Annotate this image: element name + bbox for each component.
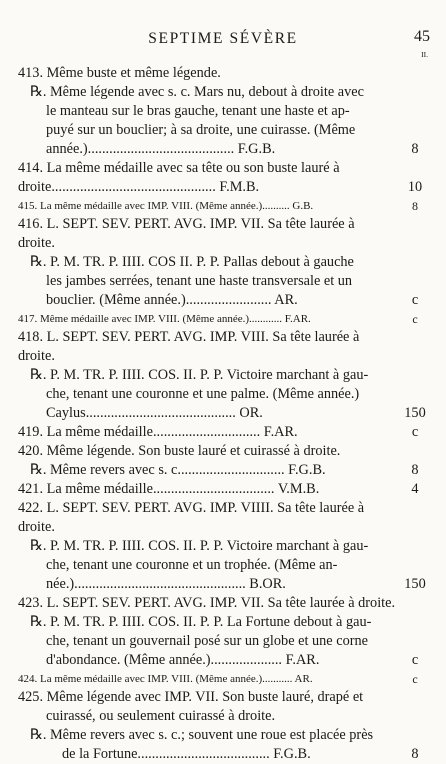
entry-text: 420. Même légende. Son buste lauré et cuirassé à droite. — [18, 443, 341, 459]
signature-mark: II. — [421, 50, 428, 59]
entry-text: le manteau sur le bras gauche, tenant une haste et ap- — [46, 103, 350, 119]
entry-text: 419. La même médaille.............................. F.AR. — [18, 424, 298, 440]
entry-line — [18, 745, 428, 764]
entry-text: les jambes serrées, tenant une haste transversale et un — [46, 273, 353, 289]
entry-text: de la Fortune..................................... F.G.B. — [62, 746, 311, 762]
entry-text: bouclier. (Même année.)........................ AR. — [46, 292, 298, 308]
entry-text: 423. L. SEPT. SEV. PERT. AVG. IMP. VII. Sa tête laurée à droite. — [18, 595, 396, 611]
rarity-value: 150 — [404, 405, 426, 421]
entry-text: 417. Même médaille avec IMP. VIII. (Même année.)............ F.AR. — [18, 313, 311, 325]
entry-line — [18, 291, 428, 310]
entry-line — [18, 159, 428, 178]
entry-line — [18, 518, 428, 537]
catalog-entry — [18, 197, 428, 215]
entry-line — [18, 366, 428, 385]
entry-text: 421. La même médaille.................................. V.M.B. — [18, 481, 320, 497]
entry-text: 413. Même buste et même légende. — [18, 65, 221, 81]
entry-text: cuirassé, ou seulement cuirassé à droite. — [46, 708, 276, 724]
catalog-entry — [18, 442, 428, 461]
entry-line — [18, 102, 428, 121]
catalog-entry — [18, 328, 428, 366]
rarity-value: c — [411, 424, 419, 440]
rarity-value: 8 — [412, 199, 418, 213]
entry-line — [18, 670, 428, 688]
rarity-value: c — [411, 292, 419, 308]
entry-line — [18, 215, 428, 234]
catalog-entry — [18, 423, 428, 442]
entry-text: 414. La même médaille avec sa tête ou son buste lauré à — [18, 160, 340, 176]
entry-text: ℞. Même revers avec s. c.; souvent une roue est placée près — [30, 727, 374, 743]
entry-line — [18, 594, 428, 613]
entry-line — [18, 83, 428, 102]
entry-text: d'abondance. (Même année.).................... F.AR. — [46, 652, 320, 668]
entry-line — [18, 651, 428, 670]
entry-line — [18, 707, 428, 726]
page-number: 45 — [414, 28, 430, 45]
catalog-entry — [18, 253, 428, 310]
entry-line — [18, 537, 428, 556]
rarity-value: 8 — [411, 462, 419, 478]
catalog-entry — [18, 366, 428, 423]
entry-line — [18, 178, 428, 197]
entry-text: ℞. P. M. TR. P. IIII. COS. II. P. P. Victoire marchant à gau- — [30, 367, 369, 383]
catalog-entry — [18, 537, 428, 594]
catalog-entry — [18, 594, 428, 613]
entry-text: droite. — [18, 235, 55, 251]
entry-line — [18, 442, 428, 461]
catalog-entry — [18, 688, 428, 726]
rarity-value: 4 — [411, 481, 419, 497]
entry-line — [18, 556, 428, 575]
rarity-value: c — [411, 652, 419, 668]
rarity-value: c — [412, 672, 418, 686]
entry-text: 415. La même médaille avec IMP. VIII. (Même année.).......... G.B. — [18, 200, 314, 212]
entry-text: che, tenant un gouvernail posé sur un globe et une corne — [46, 633, 368, 649]
rarity-value: 10 — [407, 179, 423, 195]
entry-line — [18, 140, 428, 159]
entry-text: ℞. P. M. TR. P. IIII. COS. II. P. P. Victoire marchant à gau- — [30, 538, 369, 554]
entry-text: née.)................................................ B.OR. — [46, 576, 286, 592]
entry-text: che, tenant une couronne et une palme. (Même année.) — [46, 386, 360, 402]
rarity-value: c — [412, 312, 418, 326]
entry-text: 424. La même médaille avec IMP. VIII. (Même année.)........... AR. — [18, 673, 313, 685]
running-title: SEPTIME SÉVÈRE — [148, 30, 298, 47]
entry-line — [18, 423, 428, 442]
page-header — [0, 24, 446, 64]
entry-text: droite.............................................. F.M.B. — [18, 179, 260, 195]
catalog-entry — [18, 461, 428, 480]
entry-line — [18, 726, 428, 745]
entry-text: puyé sur un bouclier; à sa droite, une cuirasse. (Même — [46, 122, 356, 138]
entry-line — [18, 688, 428, 707]
entry-line — [18, 64, 428, 83]
entry-line — [18, 385, 428, 404]
rarity-value: 8 — [411, 141, 419, 157]
entry-line — [18, 272, 428, 291]
entry-line — [18, 613, 428, 632]
entry-text: 422. L. SEPT. SEV. PERT. AVG. IMP. VIIII. Sa tête laurée à — [18, 500, 365, 516]
entry-line — [18, 197, 428, 215]
entry-text: ℞. P. M. TR. P. IIII. COS. II. P. P. La Fortune debout à gau- — [30, 614, 372, 630]
entry-text: droite. — [18, 519, 55, 535]
catalog-entry — [18, 310, 428, 328]
entry-text: 425. Même légende avec IMP. VII. Son buste lauré, drapé et — [18, 689, 364, 705]
entry-line — [18, 461, 428, 480]
catalog-entry — [18, 670, 428, 688]
catalog-entry — [18, 480, 428, 499]
catalog-entry — [18, 613, 428, 670]
rarity-value: 8 — [411, 746, 419, 762]
entry-line — [18, 480, 428, 499]
catalog-entry — [18, 215, 428, 253]
entry-text: ℞. P. M. TR. P. IIII. COS II. P. P. Pallas debout à gauche — [30, 254, 354, 270]
entry-text: 416. L. SEPT. SEV. PERT. AVG. IMP. VII. Sa tête laurée à — [18, 216, 355, 232]
catalog-entry — [18, 726, 428, 764]
entry-line — [18, 310, 428, 328]
entry-line — [18, 121, 428, 140]
entry-text: 418. L. SEPT. SEV. PERT. AVG. IMP. VIII. Sa tête laurée à — [18, 329, 360, 345]
entry-text: droite. — [18, 348, 55, 364]
entry-text: ℞. Même légende avec s. c. Mars nu, debout à droite avec — [30, 84, 364, 100]
entry-line — [18, 499, 428, 518]
catalog-entries — [18, 64, 428, 764]
entry-line — [18, 253, 428, 272]
entry-text: année.)......................................... F.G.B. — [46, 141, 276, 157]
catalog-entry — [18, 159, 428, 197]
entry-line — [18, 347, 428, 366]
entry-text: Caylus.......................................... OR. — [46, 405, 263, 421]
entry-line — [18, 575, 428, 594]
entry-text: ℞. Même revers avec s. c.............................. F.G.B. — [30, 462, 326, 478]
entry-line — [18, 234, 428, 253]
catalog-entry — [18, 499, 428, 537]
entry-text: che, tenant une couronne et un trophée. (Même an- — [46, 557, 338, 573]
entry-line — [18, 404, 428, 423]
catalog-entry — [18, 64, 428, 159]
entry-line — [18, 328, 428, 347]
rarity-value: 150 — [404, 576, 426, 592]
entry-line — [18, 632, 428, 651]
